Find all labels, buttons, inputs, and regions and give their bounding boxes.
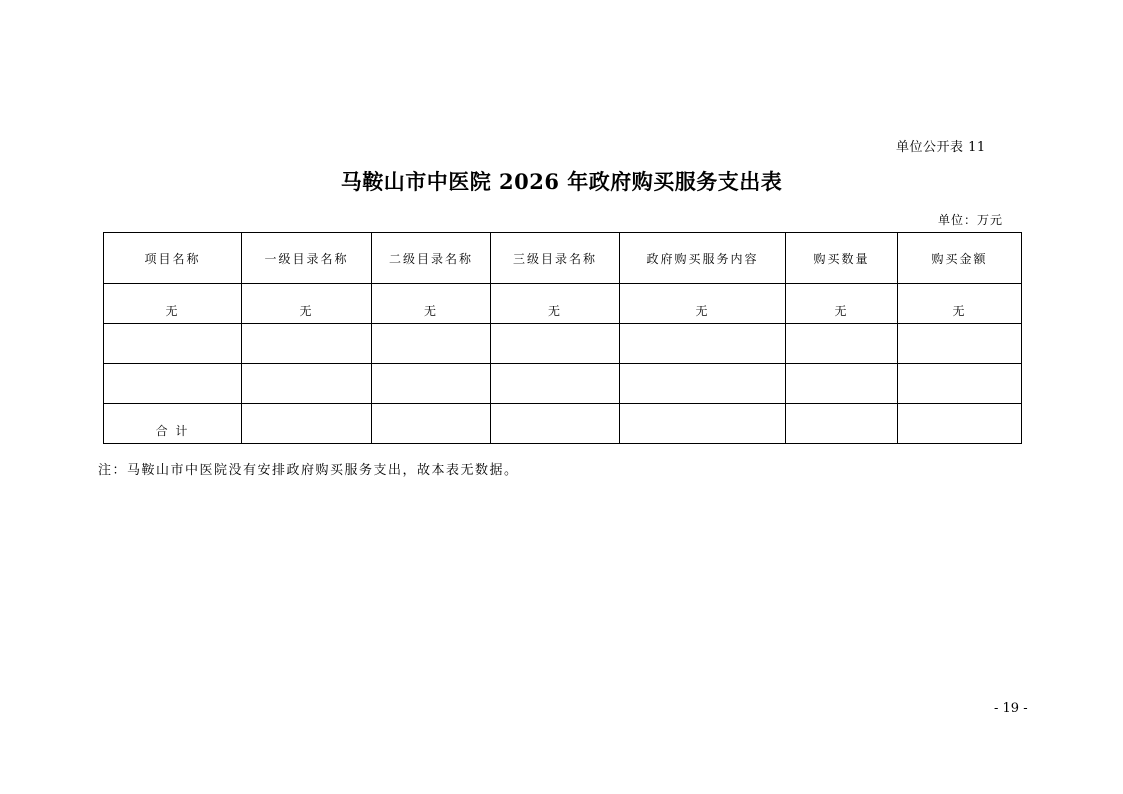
government-purchase-services-table <box>103 232 1022 444</box>
table-cell <box>620 364 786 404</box>
table-cell: 无 <box>491 284 620 324</box>
table-total-row <box>104 404 1022 444</box>
table-row-empty <box>104 364 1022 404</box>
table-cell <box>786 364 898 404</box>
table-cell <box>620 324 786 364</box>
table-cell <box>242 404 372 444</box>
table-number-label: 单位公开表 11 <box>896 140 986 155</box>
table-cell: 无 <box>372 284 491 324</box>
table-row-empty <box>104 324 1022 364</box>
page-number: - 19 - <box>994 701 1028 716</box>
table-cell <box>104 324 242 364</box>
column-header-amount: 购买金额 <box>898 233 1022 284</box>
table-cell: 无 <box>898 284 1022 324</box>
table-cell <box>898 324 1022 364</box>
table-cell <box>372 324 491 364</box>
table-cell <box>898 404 1022 444</box>
document-title: 马鞍山市中医院 2026 年政府购买服务支出表 <box>340 169 783 194</box>
table-cell <box>372 404 491 444</box>
table-row <box>104 284 1022 324</box>
table-cell: 无 <box>620 284 786 324</box>
table-cell <box>786 324 898 364</box>
total-label: 合 计 <box>104 404 242 444</box>
column-header-service-content: 政府购买服务内容 <box>620 233 786 284</box>
table-footnote: 注：马鞍山市中医院没有安排政府购买服务支出，故本表无数据。 <box>98 463 519 478</box>
column-header-level3-catalog: 三级目录名称 <box>491 233 620 284</box>
table-cell <box>242 324 372 364</box>
column-header-quantity: 购买数量 <box>786 233 898 284</box>
table-cell: 无 <box>786 284 898 324</box>
table-cell <box>491 324 620 364</box>
table-cell: 无 <box>242 284 372 324</box>
column-header-level1-catalog: 一级目录名称 <box>242 233 372 284</box>
table-cell <box>372 364 491 404</box>
table-cell <box>242 364 372 404</box>
table-cell: 无 <box>104 284 242 324</box>
table-cell <box>491 364 620 404</box>
column-header-project-name: 项目名称 <box>104 233 242 284</box>
unit-label: 单位：万元 <box>938 213 1004 227</box>
table-cell <box>898 364 1022 404</box>
table-cell <box>786 404 898 444</box>
table-header-row <box>104 233 1022 284</box>
table-cell <box>491 404 620 444</box>
table-cell <box>620 404 786 444</box>
table-cell <box>104 364 242 404</box>
column-header-level2-catalog: 二级目录名称 <box>372 233 491 284</box>
